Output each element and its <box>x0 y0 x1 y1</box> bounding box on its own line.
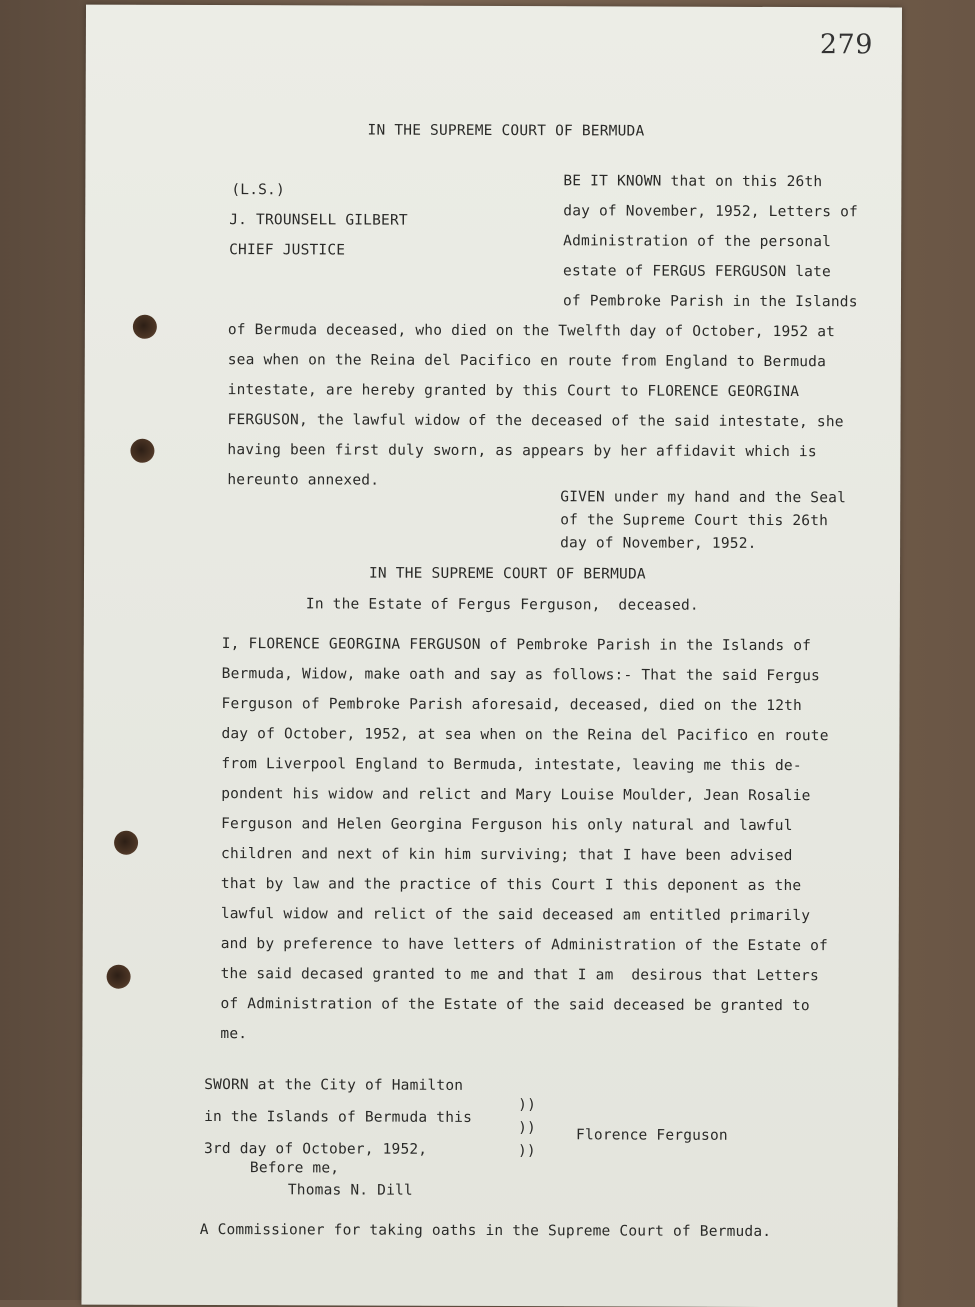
judge-name: J. TROUNSELL GILBERT <box>229 212 408 229</box>
affidavit-line: Ferguson of Pembroke Parish aforesaid, deceased, died on the 12th <box>221 696 803 715</box>
grant-line: BE IT KNOWN that on this 26th <box>563 173 823 191</box>
grant-line: day of November, 1952, Letters of <box>563 203 858 221</box>
grant-line: having been first duly sworn, as appears by her affidavit which is <box>227 442 817 461</box>
page-number: 279 <box>819 29 873 61</box>
affidavit-line: and by preference to have letters of Administration of the Estate of <box>220 936 828 955</box>
affidavit-line: the said decased granted to me and that I am desirous that Letters <box>220 966 819 985</box>
affidavit-line: Ferguson and Helen Georgina Ferguson his only natural and lawful <box>221 816 793 835</box>
commissioner-title: A Commissioner for taking oaths in the Supreme Court of Bermuda. <box>199 1221 772 1240</box>
judge-title: CHIEF JUSTICE <box>229 242 346 259</box>
affidavit-line: me. <box>220 1026 248 1043</box>
affidavit-line: from Liverpool England to Bermuda, intestate, leaving me this de- <box>221 756 802 775</box>
commissioner-name: Thomas N. Dill <box>287 1182 413 1199</box>
deponent-signature: Florence Ferguson <box>576 1127 728 1144</box>
document-page <box>81 5 902 1307</box>
punch-hole <box>133 315 157 339</box>
grant-line: of Pembroke Parish in the Islands <box>562 293 858 311</box>
seal-mark: (L.S.) <box>231 182 285 199</box>
affidavit-body <box>220 629 829 1051</box>
affidavit-line: day of October, 1952, at sea when on the Reina del Pacifico en route <box>221 726 829 745</box>
grant-body <box>227 315 844 497</box>
affidavit-line: of Administration of the Estate of the said deceased be granted to <box>220 996 810 1015</box>
estate-line: In the Estate of Fergus Ferguson, deceased. <box>305 596 699 614</box>
sworn-block <box>204 1069 472 1166</box>
grant-line: hereunto annexed. <box>227 472 380 489</box>
affidavit-line: children and next of kin him surviving; that I have been advised <box>221 846 793 865</box>
grant-line: intestate, are hereby granted by this Court to FLORENCE GEORGINA <box>227 382 800 401</box>
given-block <box>560 486 846 556</box>
affidavit-line: that by law and the practice of this Court I this deponent as the <box>220 876 802 895</box>
bracket-column <box>518 1094 536 1163</box>
grant-line: of Bermuda deceased, who died on the Twelfth day of October, 1952 at <box>227 322 836 341</box>
grant-line: Administration of the personal <box>563 233 832 251</box>
affidavit-line: I, FLORENCE GEORGINA FERGUSON of Pembroke Parish in the Islands of <box>221 636 812 655</box>
given-line: of the Supreme Court this 26th <box>560 512 829 530</box>
sworn-line: SWORN at the City of Hamilton <box>204 1076 464 1094</box>
bracket-mark: )) <box>517 1143 536 1160</box>
punch-hole <box>114 831 138 855</box>
court-heading: IN THE SUPREME COURT OF BERMUDA <box>367 122 645 140</box>
grant-line: FERGUSON, the lawful widow of the deceased of the said intestate, she <box>227 412 844 431</box>
court-heading-second: IN THE SUPREME COURT OF BERMUDA <box>368 565 646 583</box>
given-line: day of November, 1952. <box>560 535 757 552</box>
bracket-mark: )) <box>518 1120 536 1137</box>
punch-hole <box>130 439 154 463</box>
grant-line: sea when on the Reina del Pacifico en route from England to Bermuda <box>227 352 827 371</box>
affidavit-line: Bermuda, Widow, make oath and say as follows:- That the said Fergus <box>221 666 820 685</box>
before-me: Before me, <box>249 1160 340 1177</box>
grant-right-column <box>563 166 858 317</box>
affidavit-line: pondent his widow and relict and Mary Louise Moulder, Jean Rosalie <box>221 786 811 805</box>
bracket-mark: )) <box>518 1097 537 1114</box>
punch-hole <box>107 965 131 989</box>
affidavit-line: lawful widow and relict of the said deceased am entitled primarily <box>220 906 811 925</box>
sworn-line: in the Islands of Bermuda this <box>204 1108 473 1126</box>
grant-line: estate of FERGUS FERGUSON late <box>563 263 832 281</box>
sworn-line: 3rd day of October, 1952, <box>203 1140 428 1158</box>
given-line: GIVEN under my hand and the Seal <box>560 489 847 507</box>
